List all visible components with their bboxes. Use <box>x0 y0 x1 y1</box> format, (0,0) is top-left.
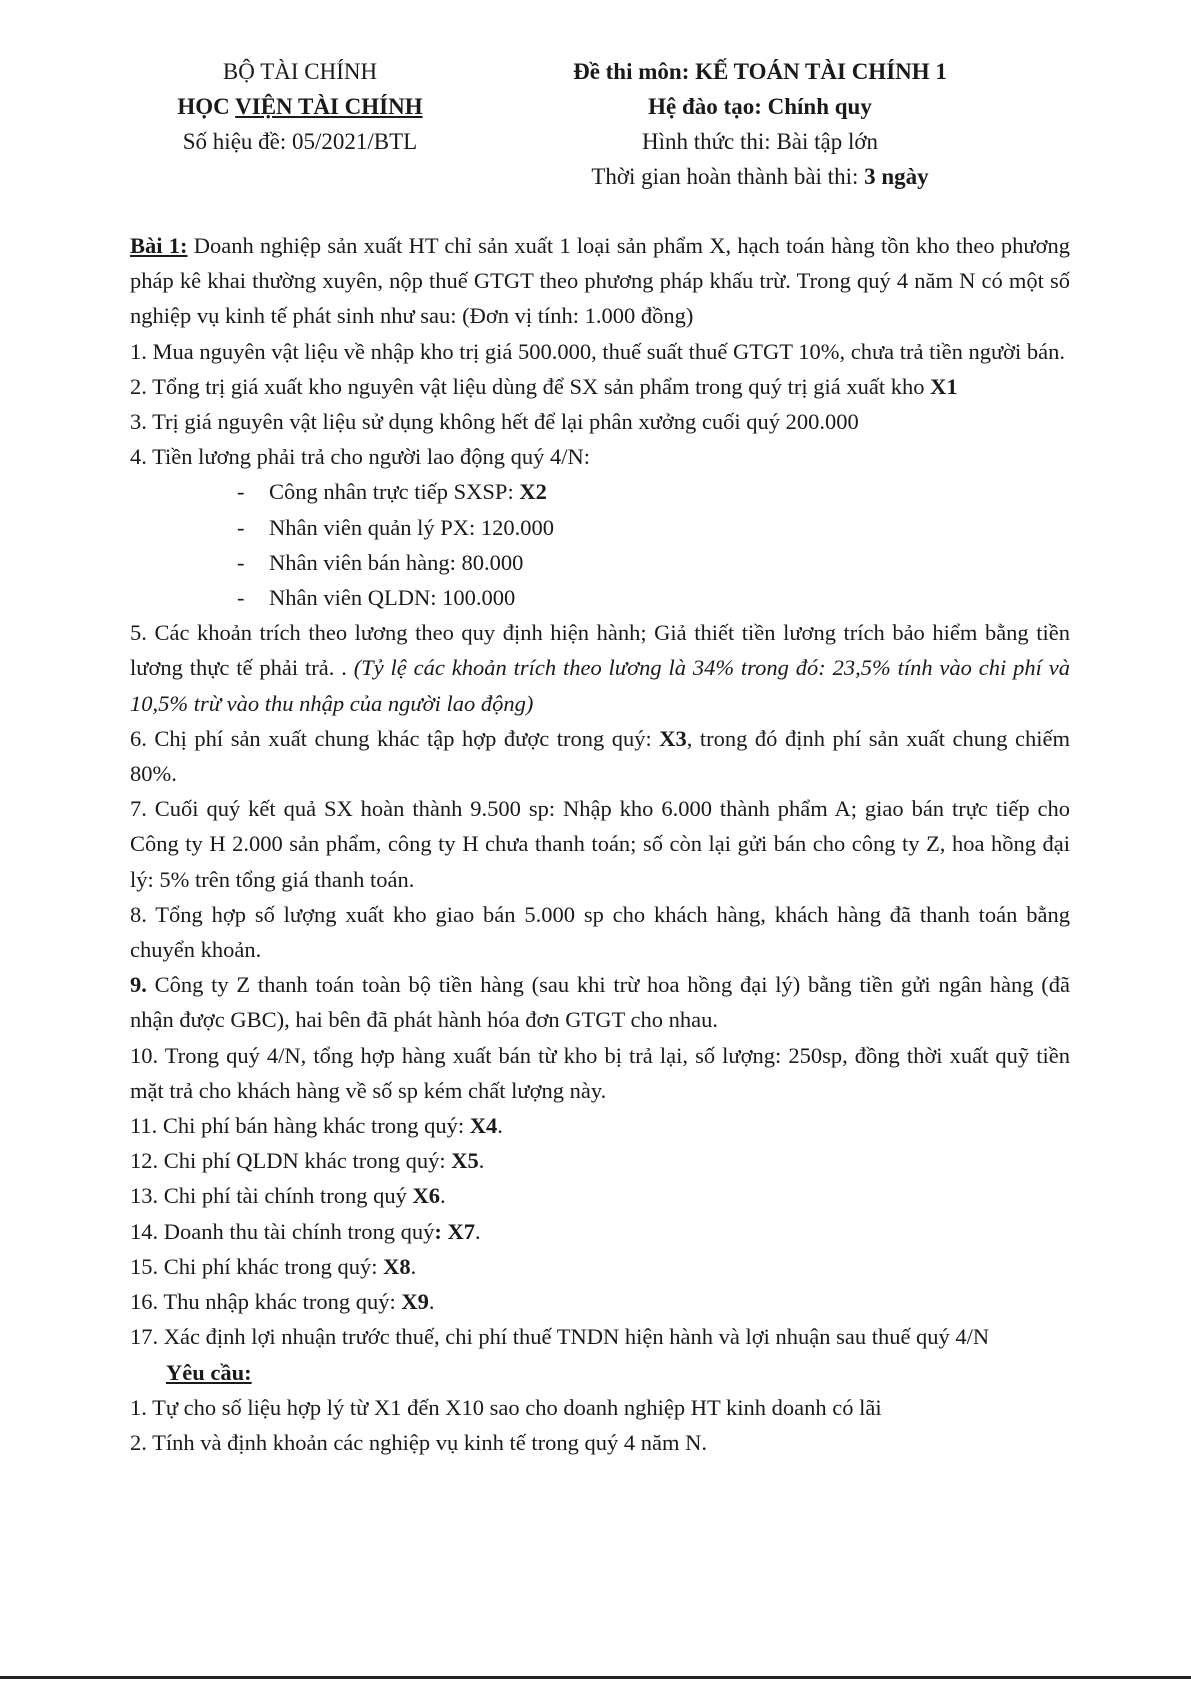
item-16-text: 16. Thu nhập khác trong quý: <box>130 1289 402 1315</box>
exam-code: Số hiệu đề: 05/2021/BTL <box>182 129 418 154</box>
item-11: 11. Chi phí bán hàng khác trong quý: X4. <box>130 1113 503 1139</box>
item-2 <box>130 369 1070 404</box>
academy-name-part2: VIỆN TÀI CHÍNH <box>235 94 423 119</box>
item-2-text: 2. Tổng trị giá xuất kho nguyên vật liệu dùng để SX sản phẩm trong quý trị giá xuất kho <box>130 373 931 399</box>
training-system <box>520 89 1000 124</box>
item-1: 1. Mua nguyên vật liệu về nhập kho trị giá 500.000, thuế suất thuế GTGT 10%, chưa trả tiền người bán. <box>130 338 1066 364</box>
item-15-var: X8 <box>383 1253 411 1279</box>
item-16-var: X9 <box>401 1289 429 1315</box>
item-4-sub-3 <box>130 545 1070 580</box>
item-5-italic: (Tỷ lệ các khoản trích theo lương là 34% trong đó: 23,5% tính vào chi phí và 10,5% trừ vào thu nhập của người lao động) <box>130 655 1070 716</box>
item-12-var: X5 <box>451 1148 479 1174</box>
completion-time-value: 3 ngày <box>864 164 929 189</box>
item-12-text: 12. Chi phí QLDN khác trong quý: <box>130 1148 452 1174</box>
completion-time <box>520 159 1000 194</box>
item-14: 14. Doanh thu tài chính trong quý: X7. <box>130 1218 481 1244</box>
exercise-intro-text: Doanh nghiệp sản xuất HT chỉ sản xuất 1 loại sản phẩm X, hạch toán hàng tồn kho theo phương pháp kê khai thường xuyên, nộp thuế GTGT theo phương pháp khấu trừ. Trong quý 4 năm N có một số nghiệp vụ kinh tế phát sinh như sau: (Đơn vị tính: 1.000 đồng) <box>130 233 1070 329</box>
header-right <box>520 54 1000 194</box>
item-4-sub-2-text: Nhân viên quản lý PX: 120.000 <box>269 514 554 540</box>
exam-form: Hình thức thi: Bài tập lớn <box>641 129 879 154</box>
requirements-title: Yêu cầu: <box>166 1359 252 1385</box>
item-7: 7. Cuối quý kết quả SX hoàn thành 9.500 sp: Nhập kho 6.000 thành phẩm A; giao bán trực tiếp cho Công ty H 2.000 sản phẩm, công ty H chưa thanh toán; số còn lại gửi bán cho công ty Z, hoa hồng đại lý: 5% trên tổng giá thanh toán. <box>130 796 1070 892</box>
exercise-title: Bài 1: <box>130 233 188 258</box>
exercise-intro <box>130 228 1070 334</box>
training-system-value: Chính quy <box>767 94 872 119</box>
requirement-1: 1. Tự cho số liệu hợp lý từ X1 đến X10 sao cho doanh nghiệp HT kinh doanh có lãi <box>130 1394 882 1420</box>
dash-bullet: - <box>237 514 245 540</box>
item-3: 3. Trị giá nguyên vật liệu sử dụng không hết để lại phân xưởng cuối quý 200.000 <box>130 409 859 435</box>
item-4-sub-1-var: X2 <box>519 479 547 505</box>
item-15: 15. Chi phí khác trong quý: X8. <box>130 1253 417 1279</box>
academy-name-part1: HỌC <box>177 94 236 119</box>
item-14-text: 14. Doanh thu tài chính trong quý <box>130 1218 435 1244</box>
item-4-sub-4 <box>130 580 1070 615</box>
item-11-text: 11. Chi phí bán hàng khác trong quý: <box>130 1113 470 1139</box>
item-6 <box>130 721 1070 791</box>
item-17: 17. Xác định lợi nhuận trước thuế, chi phí thuế TNDN hiện hành và lợi nhuận sau thuế quý 4/N <box>130 1324 990 1350</box>
item-14-var: : X7 <box>434 1218 475 1244</box>
item-9-text: Công ty Z thanh toán toàn bộ tiền hàng (sau khi trừ hoa hồng đại lý) bằng tiền gửi ngân hàng (đã nhận được GBC), hai bên đã phát hành hóa đơn GTGT cho nhau. <box>130 972 1070 1033</box>
item-8: 8. Tổng hợp số lượng xuất kho giao bán 5.000 sp cho khách hàng, khách hàng đã thanh toán bằng chuyển khoản. <box>130 901 1070 963</box>
exercise-body <box>130 228 1070 1460</box>
item-5 <box>130 615 1070 721</box>
training-system-label: Hệ đào tạo: <box>648 94 768 119</box>
item-5-text: 5. Các khoản trích theo lương theo quy định hiện hành; Giả thiết tiền lương trích bảo hiểm bằng tiền lương thực tế phải trả. . <box>130 620 1070 681</box>
exam-subject-value: KẾ TOÁN TÀI CHÍNH 1 <box>695 59 947 84</box>
item-13-var: X6 <box>412 1183 440 1209</box>
academy-name <box>140 89 460 124</box>
item-2-var: X1 <box>930 373 958 399</box>
requirement-2: 2. Tính và định khoản các nghiệp vụ kinh tế trong quý 4 năm N. <box>130 1429 707 1455</box>
item-4-sub-1-label: Công nhân trực tiếp SXSP: <box>269 479 520 505</box>
requirements-heading <box>130 1355 1070 1390</box>
item-4: 4. Tiền lương phải trả cho người lao động quý 4/N: <box>130 444 591 470</box>
item-12: 12. Chi phí QLDN khác trong quý: X5. <box>130 1148 485 1174</box>
exam-subject <box>520 54 1000 89</box>
header-left <box>140 54 460 159</box>
item-10: 10. Trong quý 4/N, tổng hợp hàng xuất bán từ kho bị trả lại, số lượng: 250sp, đồng thời xuất quỹ tiền mặt trả cho khách hàng về số sp kém chất lượng này. <box>130 1042 1070 1103</box>
item-15-text: 15. Chi phí khác trong quý: <box>130 1253 384 1279</box>
bottom-divider <box>0 1676 1191 1679</box>
item-13-text: 13. Chi phí tài chính trong quý <box>130 1183 413 1209</box>
dash-bullet: - <box>237 479 245 505</box>
dash-bullet: - <box>237 585 245 611</box>
item-9 <box>130 967 1070 1037</box>
item-13: 13. Chi phí tài chính trong quý X6. <box>130 1183 446 1209</box>
item-4-sub-2 <box>130 510 1070 545</box>
item-4-sub-1 <box>130 474 1070 509</box>
item-6-text-1: 6. Chị phí sản xuất chung khác tập hợp được trong quý: <box>130 725 660 751</box>
item-9-num: 9. <box>130 972 147 998</box>
dash-bullet: - <box>237 549 245 575</box>
item-4-sub-1-text <box>237 474 547 509</box>
item-6-var: X3 <box>659 725 687 751</box>
item-6-text-2: , trong đó định phí sản xuất chung chiếm 80%. <box>130 725 1070 787</box>
completion-time-label: Thời gian hoàn thành bài thi: <box>591 164 865 189</box>
item-16: 16. Thu nhập khác trong quý: X9. <box>130 1289 435 1315</box>
ministry-name: BỘ TÀI CHÍNH <box>222 59 378 84</box>
item-4-sub-4-text: Nhân viên QLDN: 100.000 <box>269 585 516 611</box>
item-11-var: X4 <box>469 1113 498 1139</box>
exam-subject-label: Đề thi môn: <box>573 59 696 84</box>
item-4-sub-3-text: Nhân viên bán hàng: 80.000 <box>269 549 524 575</box>
